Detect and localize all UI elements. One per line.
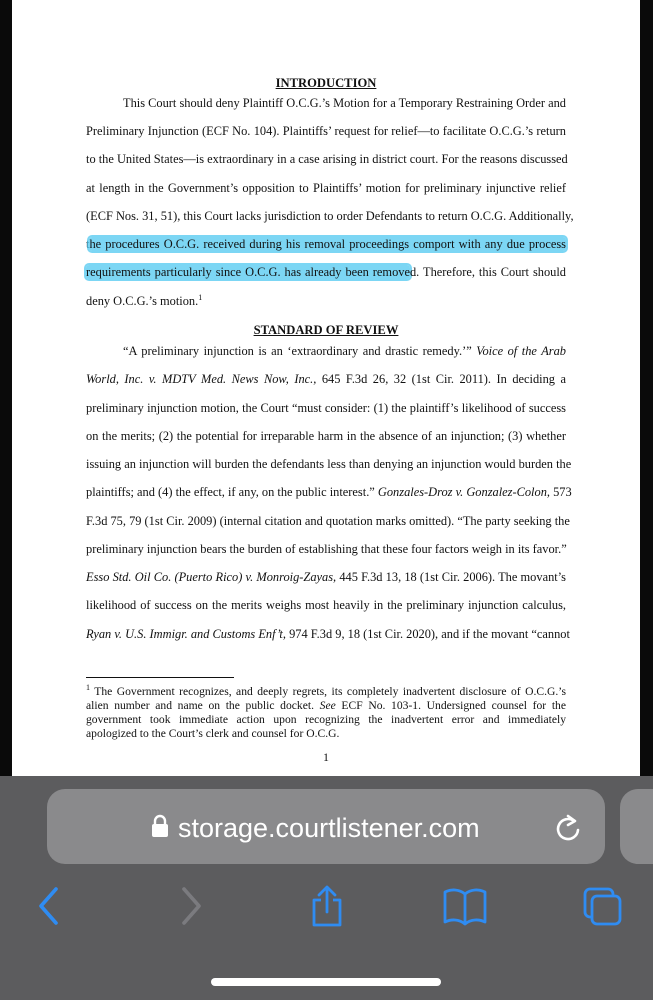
text-segment: alien number and name on the public docket. xyxy=(86,699,314,712)
footnote-reference[interactable]: 1 xyxy=(198,292,203,302)
review-line-4: on the merits; (2) the potential for irreparable harm in the absence of an injunction; (3) whether xyxy=(86,429,566,443)
review-line-2 xyxy=(86,372,566,386)
intro-line-6 xyxy=(86,237,566,251)
review-line-11 xyxy=(86,627,570,641)
intro-line-8 xyxy=(86,294,566,308)
forward-icon xyxy=(178,885,204,929)
intro-line-5: (ECF Nos. 31, 51), this Court lacks jurisdiction to order Defendants to return O.C.G. Additionally, xyxy=(86,209,574,223)
review-line-3: preliminary injunction motion, the Court “must consider: (1) the plaintiff’s likelihood of success xyxy=(86,401,566,415)
intro-line-3: to the United States—is extraordinary in a case arising in district court. For the reasons discussed xyxy=(86,152,568,166)
text-segment: 573 xyxy=(553,485,572,499)
text-highlight: requirements particularly since O.C.G. has already been remove xyxy=(86,265,410,279)
text-segment: The Government recognizes, and deeply regrets, its completely inadvertent disclosure of O.C.G.’s xyxy=(94,685,566,698)
footnote-number: 1 xyxy=(86,683,90,693)
case-citation: Gonzales-Droz v. Gonzalez-Colon, xyxy=(377,485,550,499)
case-citation: Voice of the Arab xyxy=(476,344,566,358)
home-indicator[interactable] xyxy=(211,978,441,986)
text-segment: d. Therefore, this Court should xyxy=(409,265,566,279)
review-line-10: likelihood of success on the merits weighs most heavily in the preliminary injunction calculus, xyxy=(86,598,566,612)
case-citation: World, Inc. v. MDTV Med. News Now, Inc., xyxy=(86,372,317,386)
reload-icon[interactable] xyxy=(554,812,584,844)
review-line-8: preliminary injunction bears the burden of establishing that these four factors weigh in its favor.” xyxy=(86,542,567,556)
tabs-icon[interactable] xyxy=(582,885,624,929)
intro-line-1: This Court should deny Plaintiff O.C.G.’s Motion for a Temporary Restraining Order and xyxy=(123,96,566,110)
text-highlight: he procedures O.C.G. received during his removal proceedings comport with any due process xyxy=(89,237,566,251)
text-segment: t xyxy=(86,237,90,251)
footnote-line-3: government took immediate action upon recognizing the inadvertent error and immediately xyxy=(86,713,566,726)
footnote-line-4: apologized to the Court’s clerk and counsel for O.C.G. xyxy=(86,727,340,740)
review-line-1 xyxy=(86,344,566,358)
text-segment: deny O.C.G.’s motion. xyxy=(86,294,199,308)
page-number: 1 xyxy=(323,750,329,764)
share-icon[interactable] xyxy=(309,885,345,929)
intro-line-2: Preliminary Injunction (ECF No. 104). Plaintiffs’ request for relief—to facilitate O.C.G.’s return xyxy=(86,124,566,138)
review-line-9 xyxy=(86,570,566,584)
case-citation: Ryan v. U.S. Immigr. and Customs Enf’t, xyxy=(86,627,286,641)
review-line-5: issuing an injunction will burden the defendants less than denying an injunction would burden the xyxy=(86,457,572,471)
text-segment: “A preliminary injunction is an ‘extraordinary and drastic remedy.’” xyxy=(123,344,472,358)
case-citation: Esso Std. Oil Co. (Puerto Rico) v. Monroig-Zayas, xyxy=(86,570,337,584)
back-icon[interactable] xyxy=(36,885,62,929)
footnote-divider xyxy=(86,677,234,678)
text-segment: 445 F.3d 13, 18 (1st Cir. 2006). The movant’s xyxy=(339,570,566,584)
introduction-heading: INTRODUCTION xyxy=(275,76,377,90)
signal-word: See xyxy=(319,699,336,712)
intro-line-4: at length in the Government’s opposition to Plaintiffs’ motion for preliminary injunctive relief xyxy=(86,181,566,195)
footnote-line-1 xyxy=(86,685,566,699)
standard-of-review-heading: STANDARD OF REVIEW xyxy=(253,323,399,337)
review-line-7: F.3d 75, 79 (1st Cir. 2009) (internal citation and quotation marks omitted). “The party seeking the xyxy=(86,514,570,528)
footnote-line-2 xyxy=(86,699,566,713)
text-segment: 645 F.3d 26, 32 (1st Cir. 2011). In deciding a xyxy=(321,372,566,386)
text-segment: 974 F.3d 9, 18 (1st Cir. 2020), and if the movant “cannot xyxy=(289,627,570,641)
url-text[interactable]: storage.courtlistener.com xyxy=(178,813,480,843)
text-segment: plaintiffs; and (4) the effect, if any, on the public interest.” xyxy=(86,485,375,499)
next-tab-preview[interactable] xyxy=(620,789,653,864)
lock-icon xyxy=(150,814,170,838)
intro-line-7 xyxy=(86,265,566,279)
review-line-6 xyxy=(86,485,572,499)
document-page[interactable] xyxy=(12,0,640,780)
text-segment: ECF No. 103-1. Undersigned counsel for the xyxy=(341,699,566,712)
bookmarks-icon[interactable] xyxy=(442,885,488,929)
